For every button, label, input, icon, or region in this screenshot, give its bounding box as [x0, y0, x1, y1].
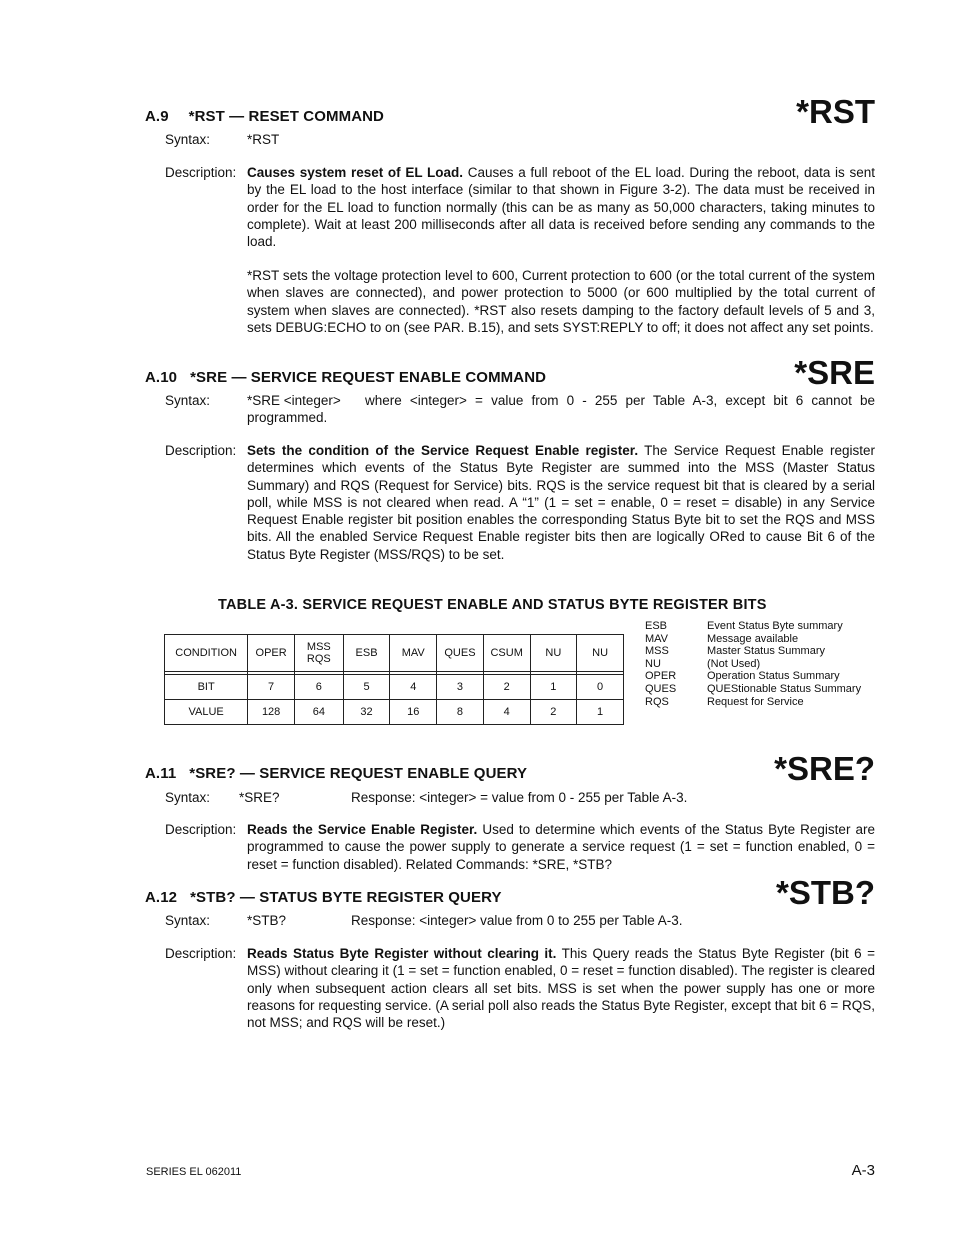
- table-header-cell: QUES: [437, 635, 484, 672]
- table-header-cell: NU: [577, 635, 624, 672]
- table-header-cell: OPER: [248, 635, 295, 672]
- table-cell: 3: [437, 675, 484, 700]
- table-header-cell: CONDITION: [165, 635, 248, 672]
- section-title: *STB? — STATUS BYTE REGISTER QUERY: [190, 889, 502, 906]
- legend-abbr: RQS: [645, 695, 669, 708]
- legend-item: [645, 696, 861, 709]
- table-header-cell: [294, 635, 343, 672]
- section-a11-heading: [145, 765, 527, 782]
- description-paragraph-2: *RST sets the voltage protection level to 600, Current protection to 600 (or the total current of the system when slaves are connected), and power protection to 5000 (or 600 multiplied by the total current of system when slaves are connected). *RST also resets damping to the factory default levels of 5 and 3, sets DEBUG:ECHO to on (see PAR. B.15), and sets SYST:REPLY to off; it does not affect any set points.: [247, 268, 875, 335]
- description-label: Description:: [165, 443, 237, 458]
- table-cell: 16: [390, 700, 437, 725]
- table-cell: VALUE: [165, 700, 248, 725]
- description-lead: Sets the condition of the Service Request Enable register.: [247, 443, 639, 458]
- syntax-value: *SRE?: [239, 790, 280, 805]
- legend-abbr: OPER: [645, 670, 677, 683]
- legend-abbr: MSS: [645, 645, 669, 658]
- table-cell: 8: [437, 700, 484, 725]
- status-byte-table: [164, 634, 624, 725]
- table-header-cell: NU: [530, 635, 577, 672]
- legend-meaning: Operation Status Summary: [707, 670, 840, 683]
- description-body: The Service Request Enable register determines which events of the Status Byte Register are summed into the MSS (Master Status Summary) and RQS (Request for Service) bits. RQS is the service request bit that is cleared by a serial poll, while MSS is not cleared when read. A “1” (1 = set = enable, 0 = reset = disable) in any Service Request Enable register bit position enables the corresponding Status Byte bit to set the RQS and MSS bits. All the enabled Service Request Enable register bits then are logically ORed to cause Bit 6 of the Status Byte Register (MSS/RQS) to be set.: [247, 443, 875, 562]
- section-a10-heading: [145, 369, 546, 386]
- legend-abbr: QUES: [645, 682, 677, 695]
- table-header-cell: CSUM: [483, 635, 530, 672]
- description-label: Description:: [165, 946, 237, 961]
- section-number: A.12: [145, 889, 178, 906]
- description-lead: Reads the Service Enable Register.: [247, 822, 478, 837]
- legend-meaning: Master Status Summary: [707, 645, 825, 658]
- section-title: *SRE — SERVICE REQUEST ENABLE COMMAND: [190, 369, 547, 386]
- legend-item: [645, 658, 861, 671]
- description-paragraph: [247, 442, 875, 563]
- command-banner-stb-query: *STB?: [776, 874, 875, 911]
- description-label: Description:: [165, 165, 237, 180]
- rqs-label: RQS: [306, 653, 331, 665]
- page-number: A-3: [851, 1162, 875, 1179]
- table-cell: 2: [530, 700, 577, 725]
- legend-item: [645, 683, 861, 696]
- table-cell: 0: [577, 675, 624, 700]
- description-paragraph: [247, 945, 875, 1031]
- table-cell: 64: [294, 700, 343, 725]
- table-header-cell: ESB: [343, 635, 390, 672]
- table-row-value: [165, 700, 624, 725]
- table-cell: 5: [343, 675, 390, 700]
- mss-label: MSS: [306, 641, 331, 653]
- description-lead: Causes system reset of EL Load.: [247, 165, 464, 180]
- syntax-label: Syntax:: [165, 913, 211, 928]
- legend-meaning: (Not Used): [707, 657, 761, 670]
- section-a12-heading: [145, 889, 502, 906]
- syntax-response: Response: <integer> value from 0 to 255 per Table A-3.: [351, 913, 683, 928]
- legend-item: [645, 645, 861, 658]
- table-cell: 128: [248, 700, 295, 725]
- legend-meaning: QUEStionable Status Summary: [707, 682, 862, 695]
- command-banner-sre-query: *SRE?: [774, 750, 875, 787]
- table-row-bit: [165, 675, 624, 700]
- legend-abbr: MAV: [645, 632, 669, 645]
- section-title: *SRE? — SERVICE REQUEST ENABLE QUERY: [189, 765, 528, 782]
- table-header-cell: MAV: [390, 635, 437, 672]
- legend-item: [645, 633, 861, 646]
- table-legend: [645, 620, 861, 708]
- syntax-value: *RST: [247, 132, 280, 147]
- table-cell: 2: [483, 675, 530, 700]
- section-number: A.10: [145, 369, 178, 386]
- description-body: Causes a full reboot of the EL load. During the reboot, data is sent by the EL load to the host interface (similar to that shown in Figure 3-2). The data must be received in order for the EL load to function normally (this can be as many as 50,000 characters, taking minutes to complete). Wait at least 200 milliseconds after all data is received before sending any commands to the load.: [247, 165, 875, 250]
- legend-meaning: Event Status Byte summary: [707, 620, 843, 632]
- description-body: Used to determine which events of the Status Byte Register are programmed to cause the power supply to generate a service request (1 = set = function enabled, 0 = reset = function disabled). Related Commands: *SRE, *STB?: [247, 822, 875, 872]
- syntax-value: *STB?: [247, 913, 287, 928]
- section-a9-heading: [145, 108, 384, 125]
- legend-abbr: NU: [645, 657, 661, 670]
- legend-item: [645, 620, 861, 633]
- syntax-response: Response: <integer> = value from 0 - 255 per Table A-3.: [351, 790, 688, 805]
- table-cell: 7: [248, 675, 295, 700]
- table-cell: BIT: [165, 675, 248, 700]
- description-paragraph: [247, 821, 875, 873]
- table-cell: 1: [577, 700, 624, 725]
- section-number: A.11: [145, 765, 177, 782]
- legend-item: [645, 670, 861, 683]
- syntax-label: Syntax:: [165, 132, 211, 147]
- description-body: This Query reads the Status Byte Register (bit 6 = MSS) without clearing it (1 = set = function enabled, 0 = reset = function disabled). The register is cleared only when subsequent action clears all set bits. MSS is set when the power supply has one or more reasons for requesting service. (A serial poll also reads the Status Byte Register, except that bit 6 = RQS, not MSS; and RQS will be reset.): [247, 946, 875, 1031]
- table-cell: 1: [530, 675, 577, 700]
- legend-meaning: Message available: [707, 632, 799, 645]
- syntax-label: Syntax:: [165, 393, 211, 408]
- syntax-label: Syntax:: [165, 790, 211, 805]
- section-title: *RST — RESET COMMAND: [188, 108, 384, 125]
- syntax-where: where <integer> = value from 0 - 255 per Table A-3, except bit 6 cannot be programmed.: [247, 393, 875, 426]
- section-number: A.9: [145, 108, 169, 125]
- description-label: Description:: [165, 822, 237, 837]
- table-cell: 4: [390, 675, 437, 700]
- table-cell: 32: [343, 700, 390, 725]
- description-paragraph: [247, 164, 875, 250]
- command-banner-sre: *SRE: [794, 354, 875, 391]
- table-cell: 4: [483, 700, 530, 725]
- syntax-value: *SRE <integer>: [247, 393, 341, 408]
- footer-series: SERIES EL 062011: [146, 1166, 242, 1178]
- description-lead: Reads Status Byte Register without clearing it.: [247, 946, 557, 961]
- table-cell: 6: [294, 675, 343, 700]
- command-banner-rst: *RST: [796, 93, 875, 130]
- legend-abbr: ESB: [645, 620, 668, 632]
- table-title: TABLE A-3. SERVICE REQUEST ENABLE AND STATUS BYTE REGISTER BITS: [218, 597, 767, 613]
- table-header-row: [165, 635, 624, 672]
- legend-meaning: Request for Service: [707, 695, 804, 708]
